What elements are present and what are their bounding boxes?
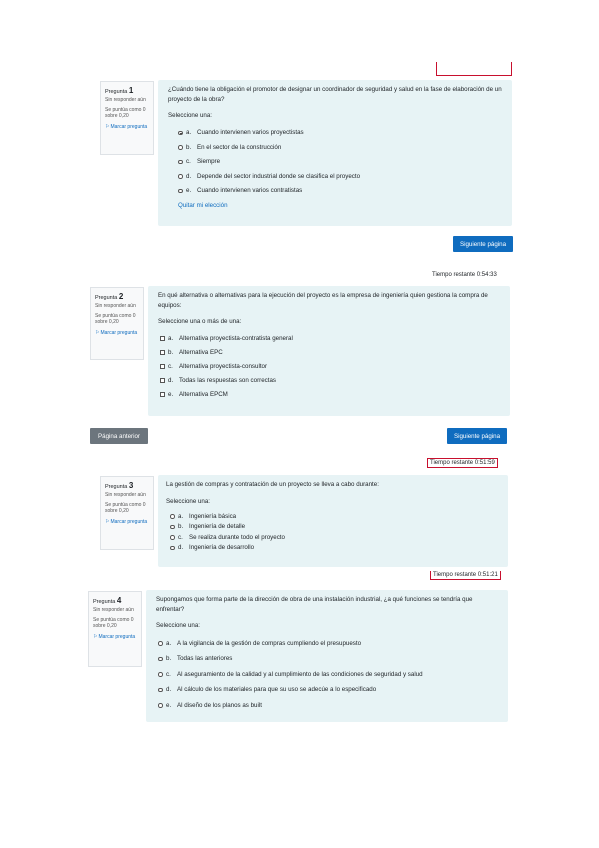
clear-choice-link[interactable]: Quitar mi elección (178, 202, 228, 210)
next-page-button[interactable]: Siguiente página (447, 428, 507, 444)
question-points: Se puntúa como 0 sobre 0,20 (93, 616, 134, 630)
checkbox[interactable] (160, 336, 165, 341)
answer-option-d[interactable]: d. Ingeniería de desarrollo (170, 543, 500, 554)
flag-question-link[interactable]: ⚐Marcar pregunta (95, 330, 138, 337)
answer-options (158, 332, 500, 402)
radio-button[interactable] (170, 514, 175, 519)
question-status: Sin responder aún (93, 606, 134, 613)
answer-option-b[interactable]: b. Alternativa EPC (160, 346, 500, 360)
flag-icon: ⚐ (105, 124, 110, 131)
timer-box-partial (436, 62, 512, 76)
question-info-3 (100, 476, 154, 550)
question-points: Se puntúa como 0 sobre 0,20 (105, 106, 146, 120)
question-content-4 (146, 590, 508, 722)
question-label: Pregunta (95, 295, 118, 301)
question-number: 1 (128, 86, 134, 95)
answer-options (168, 126, 502, 199)
flag-question-link[interactable]: ⚐Marcar pregunta (105, 124, 148, 131)
radio-button[interactable] (158, 672, 163, 677)
answer-option-a[interactable]: a. A la vigilancia de la gestión de compras cumpliendo el presupuesto (158, 636, 498, 652)
question-text: La gestión de compras y contratación de un proyecto se lleva a cabo durante: (166, 481, 379, 488)
answer-option-d[interactable]: d. Todas las respuestas son correctas (160, 374, 500, 388)
question-content-3 (158, 475, 508, 567)
question-info-1 (100, 81, 154, 155)
answer-prompt: Seleccione una o más de una: (158, 318, 242, 326)
radio-button[interactable] (178, 131, 183, 136)
time-remaining: Tiempo restante 0:51:21 (430, 571, 501, 580)
question-text: ¿Cuándo tiene la obligación el promotor de designar un coordinador de seguridad y salud en la fase de elaboración de un proyecto de la obra? (168, 86, 502, 103)
question-status: Sin responder aún (95, 302, 136, 309)
answer-option-a[interactable]: a. Cuando intervienen varios proyectistas (178, 126, 502, 141)
checkbox[interactable] (160, 378, 165, 383)
answer-option-d[interactable]: d. Al cálculo de los materiales para que su uso se adecúe a lo especificado (158, 682, 498, 698)
question-content-2 (148, 286, 510, 416)
question-text: En qué alternativa o alternativas para la ejecución del proyecto es la empresa de ingeniería quien gestiona la compra de equipos: (158, 292, 488, 309)
answer-prompt: Seleccione una: (166, 497, 211, 505)
answer-option-a[interactable]: a. Ingeniería básica (170, 511, 500, 522)
question-status: Sin responder aún (105, 491, 146, 498)
flag-question-link[interactable]: ⚐Marcar pregunta (105, 519, 148, 526)
checkbox[interactable] (160, 350, 165, 355)
checkbox[interactable] (160, 392, 165, 397)
radio-button[interactable] (178, 160, 183, 165)
question-label: Pregunta (105, 484, 128, 490)
flag-question-link[interactable]: ⚐Marcar pregunta (93, 634, 136, 641)
radio-button[interactable] (158, 688, 163, 693)
answer-options (166, 511, 500, 553)
question-number: 2 (118, 292, 124, 301)
question-points: Se puntúa como 0 sobre 0,20 (105, 501, 146, 515)
radio-button[interactable] (178, 189, 183, 194)
question-content-1 (158, 80, 512, 226)
answer-option-b[interactable]: b. Ingeniería de detalle (170, 522, 500, 533)
radio-button[interactable] (178, 145, 183, 150)
question-info-4 (88, 591, 142, 667)
answer-option-c[interactable]: c. Se realiza durante todo el proyecto (170, 532, 500, 543)
question-number: 4 (116, 596, 122, 605)
answer-option-c[interactable]: c. Alternativa proyectista-consultor (160, 360, 500, 374)
question-text: Supongamos que forma parte de la dirección de obra de una instalación industrial, ¿a qué funciones se tendría que enfrentar? (156, 596, 473, 613)
question-label: Pregunta (105, 89, 128, 95)
answer-prompt: Seleccione una: (156, 622, 201, 630)
radio-button[interactable] (158, 703, 163, 708)
radio-button[interactable] (170, 546, 175, 551)
answer-options (156, 636, 498, 714)
answer-option-e[interactable]: e. Alternativa EPCM (160, 388, 500, 402)
question-label: Pregunta (93, 599, 116, 605)
answer-option-c[interactable]: c. Siempre (178, 155, 502, 170)
next-page-button[interactable]: Siguiente página (453, 236, 513, 252)
radio-button[interactable] (158, 657, 163, 662)
answer-option-e[interactable]: e. Al diseño de los planos as built (158, 698, 498, 714)
radio-button[interactable] (170, 525, 175, 530)
answer-option-b[interactable]: b. Todas las anteriores (158, 651, 498, 667)
question-status: Sin responder aún (105, 96, 146, 103)
answer-option-c[interactable]: c. Al aseguramiento de la calidad y al cumplimiento de las condiciones de seguridad y salud (158, 667, 498, 683)
answer-option-b[interactable]: b. En el sector de la construcción (178, 140, 502, 155)
checkbox[interactable] (160, 364, 165, 369)
answer-option-a[interactable]: a. Alternativa proyectista-contratista general (160, 332, 500, 346)
flag-icon: ⚐ (105, 519, 110, 526)
flag-icon: ⚐ (93, 634, 98, 641)
time-remaining: Tiempo restante 0:51:59 (427, 458, 498, 468)
flag-icon: ⚐ (95, 330, 100, 337)
question-number: 3 (128, 481, 134, 490)
radio-button[interactable] (170, 535, 175, 540)
answer-option-e[interactable]: e. Cuando intervienen varios contratistas (178, 184, 502, 199)
answer-prompt: Seleccione una: (168, 112, 213, 120)
answer-option-d[interactable]: d. Depende del sector industrial donde se clasifica el proyecto (178, 169, 502, 184)
radio-button[interactable] (158, 641, 163, 646)
question-info-2 (90, 287, 144, 360)
time-remaining: Tiempo restante 0:54:33 (432, 272, 497, 278)
question-points: Se puntúa como 0 sobre 0,20 (95, 312, 136, 326)
radio-button[interactable] (178, 174, 183, 179)
previous-page-button[interactable]: Página anterior (90, 428, 148, 444)
